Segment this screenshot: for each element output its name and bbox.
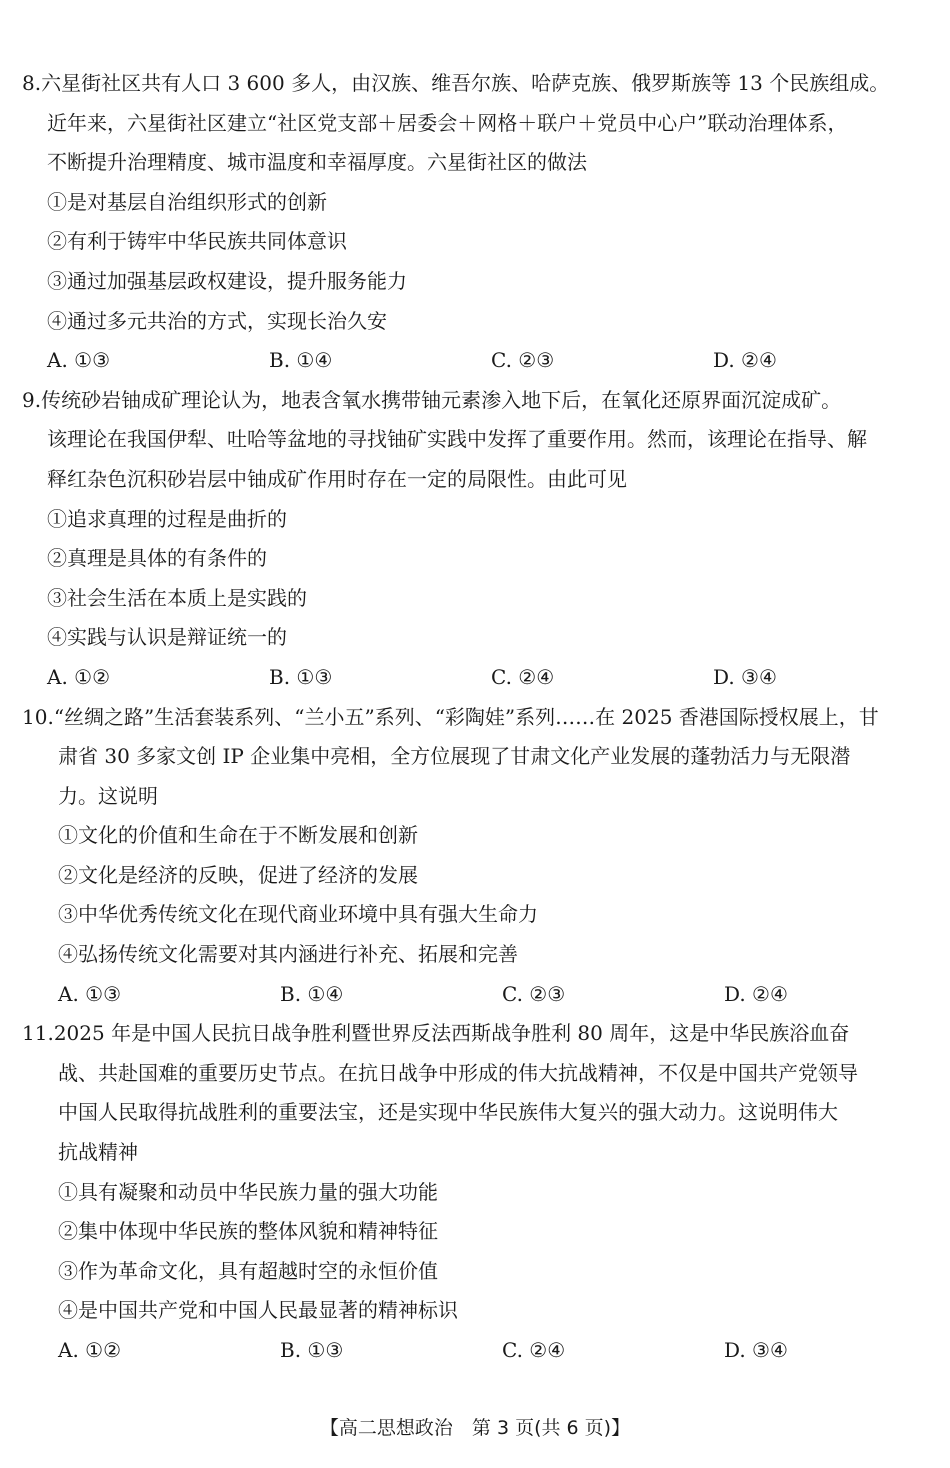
statement-option: ②真理是具体的有条件的 <box>47 546 267 571</box>
question-stem-line: 战、共赴国难的重要历史节点。在抗日战争中形成的伟大抗战精神，不仅是中国共产党领导 <box>58 1060 858 1085</box>
statement-option: ④实践与认识是辩证统一的 <box>47 625 287 650</box>
question-stem-line: 力。这说明 <box>58 783 158 808</box>
statement-option: ①是对基层自治组织形式的创新 <box>47 189 327 214</box>
statement-option: ④弘扬传统文化需要对其内涵进行补充、拓展和完善 <box>58 942 518 967</box>
answer-choices <box>22 975 932 1015</box>
statement-option: ④是中国共产党和中国人民最显著的精神标识 <box>58 1298 458 1323</box>
choice-c: C. ②④ <box>502 1338 566 1362</box>
choice-b: B. ①④ <box>280 981 344 1006</box>
page-footer: 【高二思想政治 第 3 页(共 6 页)】 <box>319 1417 631 1439</box>
choice-b: B. ①③ <box>269 664 333 689</box>
choice-a: A. ①② <box>58 1338 122 1362</box>
question-stem-line: 9.传统砂岩铀成矿理论认为，地表含氧水携带铀元素渗入地下后，在氧化还原界面沉淀成矿。 <box>22 387 842 412</box>
question-stem-line: 近年来，六星街社区建立“社区党支部＋居委会＋网格＋联户＋党员中心户”联动治理体系， <box>47 110 848 135</box>
statement-option: ③社会生活在本质上是实践的 <box>47 585 307 610</box>
answer-choices <box>22 1331 932 1371</box>
question-number: 8. <box>22 71 42 95</box>
statement-option: ③通过加强基层政权建设，提升服务能力 <box>47 268 407 293</box>
choice-c: C. ②④ <box>491 664 555 689</box>
question-stem-line: 不断提升治理精度、城市温度和幸福厚度。六星街社区的做法 <box>47 150 587 175</box>
question-stem-line: 抗战精神 <box>58 1140 138 1165</box>
question-stem-line: 肃省 30 多家文创 IP 企业集中亮相，全方位展现了甘肃文化产业发展的蓬勃活力与无限潜 <box>58 744 851 769</box>
statement-option: ①文化的价值和生命在于不断发展和创新 <box>58 823 418 848</box>
question-stem-line: 11.2025 年是中国人民抗日战争胜利暨世界反法西斯战争胜利 80 周年，这是中华民族浴血奋 <box>22 1021 850 1046</box>
question-stem-line: 释红杂色沉积砂岩层中铀成矿作用时存在一定的局限性。由此可见 <box>47 466 627 491</box>
choice-d: D. ③④ <box>713 664 777 689</box>
question-8 <box>22 64 932 381</box>
statement-option: ③作为革命文化，具有超越时空的永恒价值 <box>58 1258 438 1283</box>
statement-option: ②有利于铸牢中华民族共同体意识 <box>47 229 347 254</box>
choice-a: A. ①③ <box>58 981 122 1006</box>
choice-a: A. ①② <box>47 664 111 689</box>
statement-option: ①具有凝聚和动员中华民族力量的强大功能 <box>58 1179 438 1204</box>
answer-choices <box>22 658 932 698</box>
question-number: 9. <box>22 387 42 412</box>
choice-d: D. ③④ <box>724 1338 788 1362</box>
question-stem-line: 8.六星街社区共有人口 3 600 多人，由汉族、维吾尔族、哈萨克族、俄罗斯族等 13 个民族组成。 <box>22 71 890 95</box>
question-list <box>22 64 932 1371</box>
choice-d: D. ②④ <box>724 981 788 1006</box>
question-10 <box>22 698 932 1015</box>
statement-option: ②文化是经济的反映，促进了经济的发展 <box>58 862 418 887</box>
choice-c: C. ②③ <box>502 981 566 1006</box>
statement-option: ④通过多元共治的方式，实现长治久安 <box>47 308 387 333</box>
choice-b: B. ①④ <box>269 348 333 373</box>
statement-option: ①追求真理的过程是曲折的 <box>47 506 287 531</box>
choice-c: C. ②③ <box>491 348 555 373</box>
statement-option: ②集中体现中华民族的整体风貌和精神特征 <box>58 1219 438 1244</box>
choice-b: B. ①③ <box>280 1338 344 1362</box>
question-number: 10. <box>22 704 54 729</box>
answer-choices <box>22 341 932 381</box>
statement-option: ③中华优秀传统文化在现代商业环境中具有强大生命力 <box>58 902 538 927</box>
choice-a: A. ①③ <box>47 348 111 373</box>
question-9 <box>22 381 932 698</box>
choice-d: D. ②④ <box>713 348 777 373</box>
question-stem-line: 10.“丝绸之路”生活套装系列、“兰小五”系列、“彩陶娃”系列……在 2025 香港国际授权展上，甘 <box>22 704 879 729</box>
question-number: 11. <box>22 1021 54 1046</box>
question-11 <box>22 1014 932 1370</box>
question-stem-line: 该理论在我国伊犁、吐哈等盆地的寻找铀矿实践中发挥了重要作用。然而，该理论在指导、解 <box>47 427 867 452</box>
question-stem-line: 中国人民取得抗战胜利的重要法宝，还是实现中华民族伟大复兴的强大动力。这说明伟大 <box>58 1100 838 1125</box>
